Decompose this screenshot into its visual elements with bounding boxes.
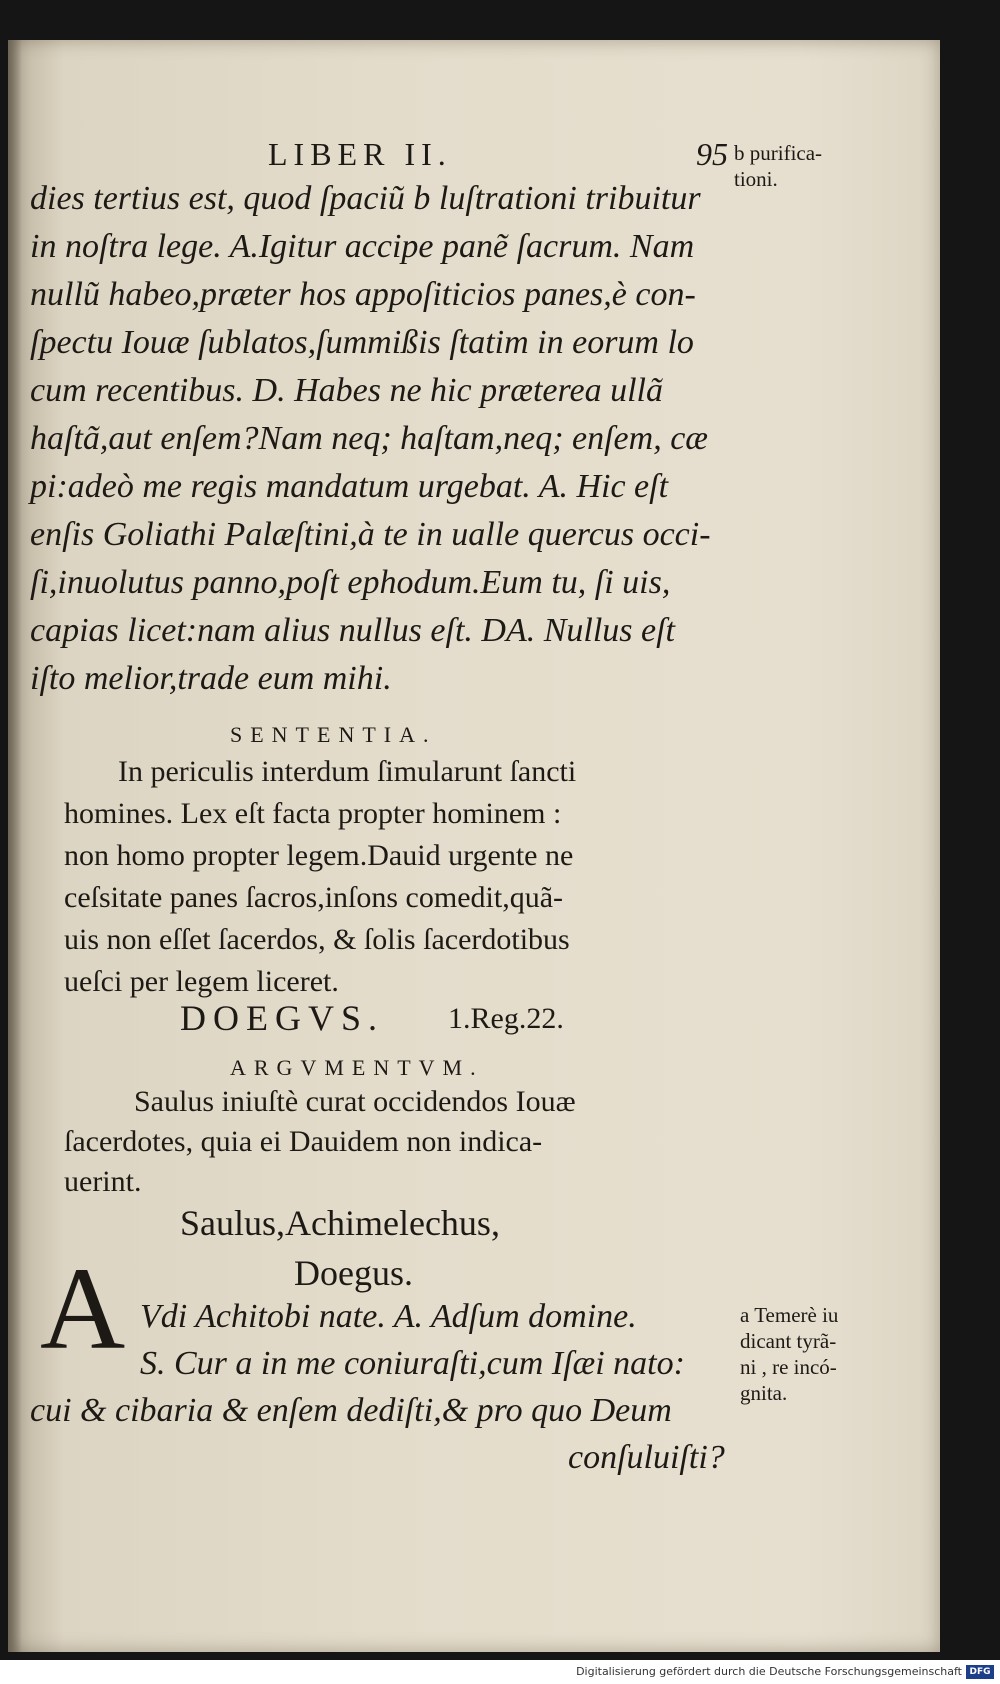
margin-note-line: b purifica-: [734, 141, 823, 165]
sententia-line: In periculis interdum ſimularunt ſancti: [118, 755, 577, 788]
drop-cap-initial: A: [40, 1243, 126, 1374]
body-line: iſto melior,trade eum mihi.: [30, 660, 392, 697]
section-reference: 1.Reg.22.: [448, 1002, 564, 1035]
running-head: [268, 136, 728, 173]
margin-note-line: dicant tyrã-: [740, 1329, 837, 1353]
body-line: dies tertius est, quod ſpaciũ b luſtrationi tribuitur: [30, 180, 701, 217]
body-line: enſis Goliathi Palæſtini,à te in ualle quercus occi-: [30, 516, 711, 553]
margin-note-line: gnita.: [740, 1381, 788, 1405]
funding-credit: Digitalisierung gefördert durch die Deutsche Forschungsgemeinschaft: [576, 1665, 962, 1678]
sententia-line: ueſci per legem liceret.: [64, 965, 339, 998]
sententia-line: homines. Lex eſt facta propter hominem :: [64, 797, 562, 830]
margin-note-a: [740, 1302, 838, 1406]
dramatis-personae-line: Doegus.: [294, 1253, 413, 1293]
argumentum-heading: ARGVMENTVM.: [230, 1055, 484, 1080]
dialogue-line: S. Cur a in me coniuraſti,cum Iſæi nato:: [140, 1345, 685, 1382]
margin-note-line: tioni.: [734, 167, 778, 191]
margin-note-line: ni , re incó-: [740, 1355, 837, 1379]
body-line: ſi,inuolutus panno,poſt ephodum.Eum tu, ſi uis,: [30, 564, 671, 601]
sententia-heading: SENTENTIA.: [230, 722, 437, 747]
section-title: DOEGVS.: [180, 998, 385, 1038]
dialogue-line: conſuluiſti?: [568, 1439, 725, 1476]
body-line: capias licet:nam alius nullus eſt. DA. Nullus eſt: [30, 612, 676, 649]
book-page: [8, 40, 940, 1652]
margin-note-b: [734, 140, 822, 192]
dialogue-line: cui & cibaria & enſem dediſti,& pro quo Deum: [30, 1392, 672, 1429]
page-gutter-shadow: [8, 40, 22, 1652]
running-head-title: LIBER II.: [268, 136, 452, 172]
body-line: cum recentibus. D. Habes ne hic præterea ullã: [30, 372, 663, 409]
dfg-logo-icon: DFG: [966, 1665, 994, 1679]
argumentum-line: Saulus iniuſtè curat occidendos Iouæ: [134, 1085, 576, 1118]
sententia-line: uis non eſſet ſacerdos, & ſolis ſacerdotibus: [64, 923, 570, 956]
sententia-line: ceſsitate panes ſacros,inſons comedit,quã-: [64, 881, 563, 914]
page-number: 95: [696, 136, 728, 172]
body-line: pi:adeò me regis mandatum urgebat. A. Hic eſt: [30, 468, 669, 505]
dialogue-line: Vdi Achitobi nate. A. Adſum domine.: [140, 1298, 637, 1335]
sententia-line: non homo propter legem.Dauid urgente ne: [64, 839, 574, 872]
dramatis-personae-line: Saulus,Achimelechus,: [180, 1203, 500, 1243]
body-line: ſpectu Iouæ ſublatos,ſummißis ſtatim in eorum lo: [30, 324, 694, 361]
margin-note-line: a Temerè iu: [740, 1303, 839, 1327]
body-line: in noſtra lege. A.Igitur accipe panẽ ſacrum. Nam: [30, 228, 695, 265]
body-line: nullũ habeo,præter hos appoſiticios panes,è con-: [30, 276, 696, 313]
digitization-footer: [0, 1662, 1000, 1684]
argumentum-line: ſacerdotes, quia ei Dauidem non indica-: [64, 1125, 543, 1158]
argumentum-line: uerint.: [64, 1165, 142, 1198]
body-line: haſtã,aut enſem?Nam neq; haſtam,neq; enſem, cæ: [30, 420, 708, 457]
